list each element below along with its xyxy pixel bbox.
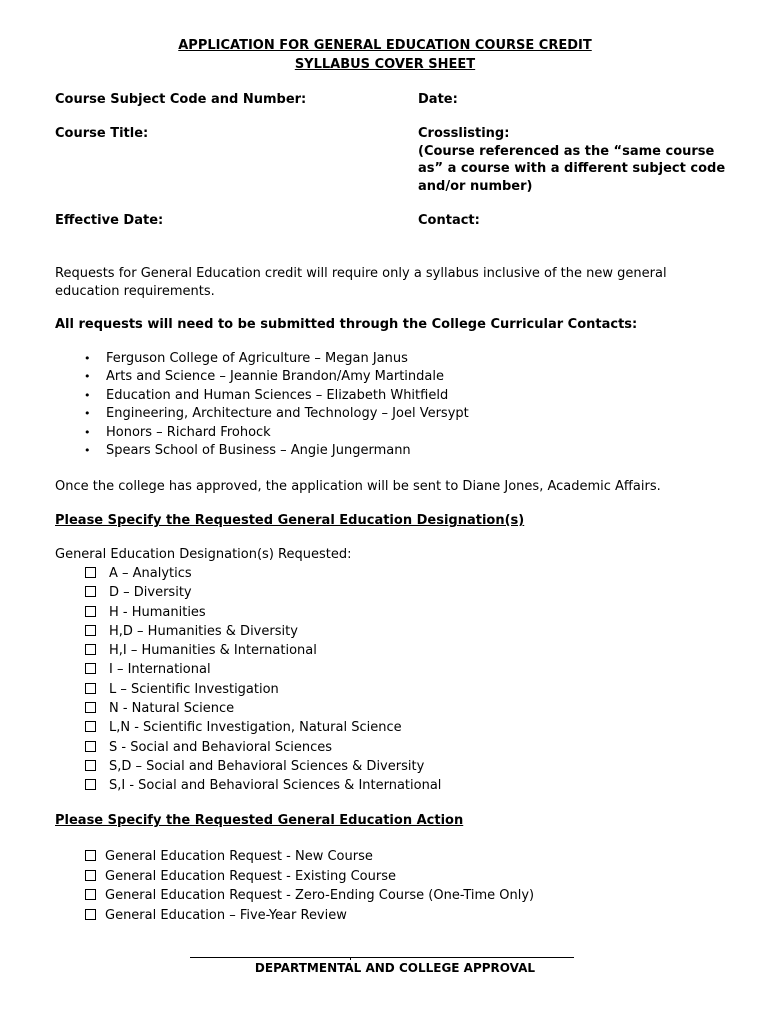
designation-option[interactable] xyxy=(85,699,441,718)
option-label: I – International xyxy=(109,662,211,678)
option-label: S,D – Social and Behavioral Sciences & Diversity xyxy=(109,758,425,774)
checkbox-icon[interactable] xyxy=(85,644,96,655)
list-item xyxy=(84,405,469,423)
option-label: N - Natural Science xyxy=(109,701,235,717)
checkbox-icon[interactable] xyxy=(85,779,96,790)
option-label: S,I - Social and Behavioral Sciences & International xyxy=(109,778,442,794)
signature-line-tick xyxy=(350,957,354,960)
designation-option[interactable] xyxy=(85,776,441,795)
contact-text: Education and Human Sciences – Elizabeth Whitfield xyxy=(106,387,449,403)
approval-footer-label: DEPARTMENTAL AND COLLEGE APPROVAL xyxy=(254,961,536,975)
action-option[interactable] xyxy=(85,886,534,906)
form-subtitle: SYLLABUS COVER SHEET xyxy=(294,57,476,72)
option-label: General Education Request - New Course xyxy=(105,849,373,864)
intro-line2: education requirements. xyxy=(55,284,215,299)
option-label: H - Humanities xyxy=(109,604,206,620)
checkbox-icon[interactable] xyxy=(85,683,96,694)
designation-option[interactable] xyxy=(85,583,441,602)
bullet-icon: • xyxy=(84,443,91,457)
checkbox-icon[interactable] xyxy=(85,850,96,861)
effective-date-label: Effective Date: xyxy=(55,213,164,228)
contacts-heading: All requests will need to be submitted through the College Curricular Contacts: xyxy=(55,317,638,332)
course-title-label: Course Title: xyxy=(55,126,149,141)
option-label: L – Scientific Investigation xyxy=(109,681,279,697)
contact-text: Ferguson College of Agriculture – Megan Janus xyxy=(106,351,408,366)
designation-option[interactable] xyxy=(85,757,441,776)
approval-note: Once the college has approved, the application will be sent to Diane Jones, Academic Affairs. xyxy=(55,479,661,494)
bullet-icon: • xyxy=(84,352,91,365)
list-item xyxy=(84,442,469,460)
option-label: D – Diversity xyxy=(109,585,192,601)
option-label: General Education Request - Zero-Ending Course (One-Time Only) xyxy=(105,888,535,903)
designation-option[interactable] xyxy=(85,603,441,622)
contact-text: Honors – Richard Frohock xyxy=(106,424,271,440)
checkbox-icon[interactable] xyxy=(85,586,96,597)
option-label: S - Social and Behavioral Sciences xyxy=(109,739,333,755)
checkbox-icon[interactable] xyxy=(85,741,96,752)
date-label: Date: xyxy=(418,92,458,107)
crosslisting-note-line1: (Course referenced as the “same course xyxy=(418,144,715,159)
checkbox-icon[interactable] xyxy=(85,760,96,771)
list-item xyxy=(84,368,469,386)
designation-label: General Education Designation(s) Requested: xyxy=(55,547,352,562)
crosslisting-note-line3: and/or number) xyxy=(418,179,533,194)
action-option[interactable] xyxy=(85,867,534,887)
checkbox-icon[interactable] xyxy=(85,625,96,636)
bullet-icon: • xyxy=(84,370,91,384)
action-options xyxy=(85,847,534,925)
bullet-icon: • xyxy=(84,407,91,421)
contact-text: Spears School of Business – Angie Jungermann xyxy=(106,442,411,458)
crosslisting-note-line2: as” a course with a different subject code xyxy=(418,161,726,176)
contact-label: Contact: xyxy=(418,213,480,228)
checkbox-icon[interactable] xyxy=(85,909,96,920)
course-subject-label: Course Subject Code and Number: xyxy=(55,92,307,107)
checkbox-icon[interactable] xyxy=(85,702,96,713)
form-title: APPLICATION FOR GENERAL EDUCATION COURSE CREDIT xyxy=(178,38,592,53)
designation-option[interactable] xyxy=(85,718,441,737)
checkbox-icon[interactable] xyxy=(85,870,96,881)
option-label: A – Analytics xyxy=(109,566,192,581)
option-label: General Education Request - Existing Course xyxy=(105,868,396,884)
option-label: General Education – Five-Year Review xyxy=(105,907,347,923)
checkbox-icon[interactable] xyxy=(85,567,96,578)
action-option[interactable] xyxy=(85,906,534,926)
checkbox-icon[interactable] xyxy=(85,721,96,732)
designation-option[interactable] xyxy=(85,738,441,757)
action-heading: Please Specify the Requested General Education Action xyxy=(55,813,464,828)
contact-text: Arts and Science – Jeannie Brandon/Amy Martindale xyxy=(106,369,444,385)
bullet-icon: • xyxy=(84,425,91,439)
bullet-icon: • xyxy=(84,388,91,402)
designation-option[interactable] xyxy=(85,660,441,679)
checkbox-icon[interactable] xyxy=(85,606,96,617)
list-item xyxy=(84,424,469,442)
list-item xyxy=(84,350,469,368)
designation-heading: Please Specify the Requested General Education Designation(s) xyxy=(55,513,525,528)
designation-option[interactable] xyxy=(85,641,441,660)
designation-option[interactable] xyxy=(85,622,441,641)
contact-text: Engineering, Architecture and Technology – Joel Versypt xyxy=(106,406,469,422)
option-label: H,D – Humanities & Diversity xyxy=(109,623,298,639)
intro-line1: Requests for General Education credit will require only a syllabus inclusive of the new general xyxy=(55,266,667,281)
designation-options xyxy=(85,564,441,796)
crosslisting-label: Crosslisting: xyxy=(418,126,510,141)
option-label: L,N - Scientific Investigation, Natural Science xyxy=(109,720,402,736)
checkbox-icon[interactable] xyxy=(85,889,96,900)
action-option[interactable] xyxy=(85,847,534,867)
designation-option[interactable] xyxy=(85,680,441,699)
checkbox-icon[interactable] xyxy=(85,663,96,674)
college-contacts-list xyxy=(84,350,469,460)
list-item xyxy=(84,387,469,405)
signature-line xyxy=(190,957,574,958)
option-label: H,I – Humanities & International xyxy=(109,643,317,659)
designation-option[interactable] xyxy=(85,564,441,583)
